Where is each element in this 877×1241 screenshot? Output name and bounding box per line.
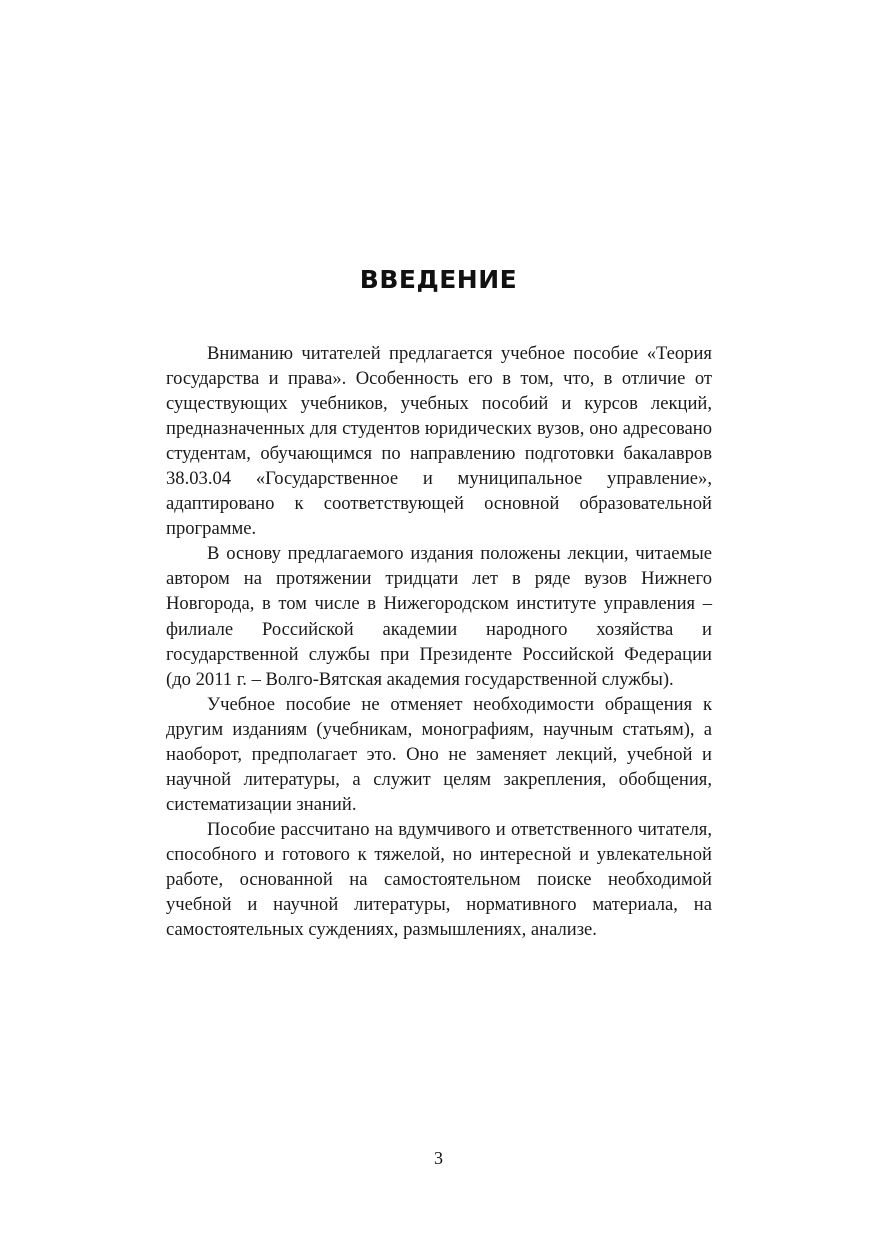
page-title: ВВЕДЕНИЕ — [359, 265, 518, 294]
paragraph-4: Пособие рассчитано на вдумчивого и ответственного читателя, способного и готового к тяжелой, но интересной и увлекательной работе, основанной на самостоятельном поиске необходимой учебной и научной литературы, нормативного материала, на самостоятельных суждениях, размышлениях, анализе. — [166, 818, 712, 941]
paragraph-3: Учебное пособие не отменяет необходимости обращения к другим изданиям (учебникам, монографиям, научным статьям), а наоборот, предполагает это. Оно не заменяет лекций, учебной и научной литературы, а служит целям закрепления, обобщения, систематизации знаний. — [166, 693, 712, 815]
paragraph-2: В основу предлагаемого издания положены лекции, читаемые автором на протяжении тридцати лет в ряде вузов Нижнего Новгорода, в том числе в Нижегородском институте управления – филиале Российской академии народного хозяйства и государственной службы при Президенте Российской Федерации (до 2011 г. – Волго-Вятская академия государственной службы). — [166, 543, 712, 690]
page-number: 3 — [434, 1148, 443, 1168]
introduction-body — [166, 341, 712, 942]
paragraph-1: Вниманию читателей предлагается учебное пособие «Теория государства и права». Особенность его в том, что, в отличие от существующих учебников, учебных пособий и курсов лекций, предназначенных для студентов юридических вузов, оно адресовано студентам, обучающимся по направлению подготовки бакалавров 38.03.04 «Государственное и муниципальное управление», адаптировано к соответствующей основной образовательной программе. — [166, 343, 712, 540]
